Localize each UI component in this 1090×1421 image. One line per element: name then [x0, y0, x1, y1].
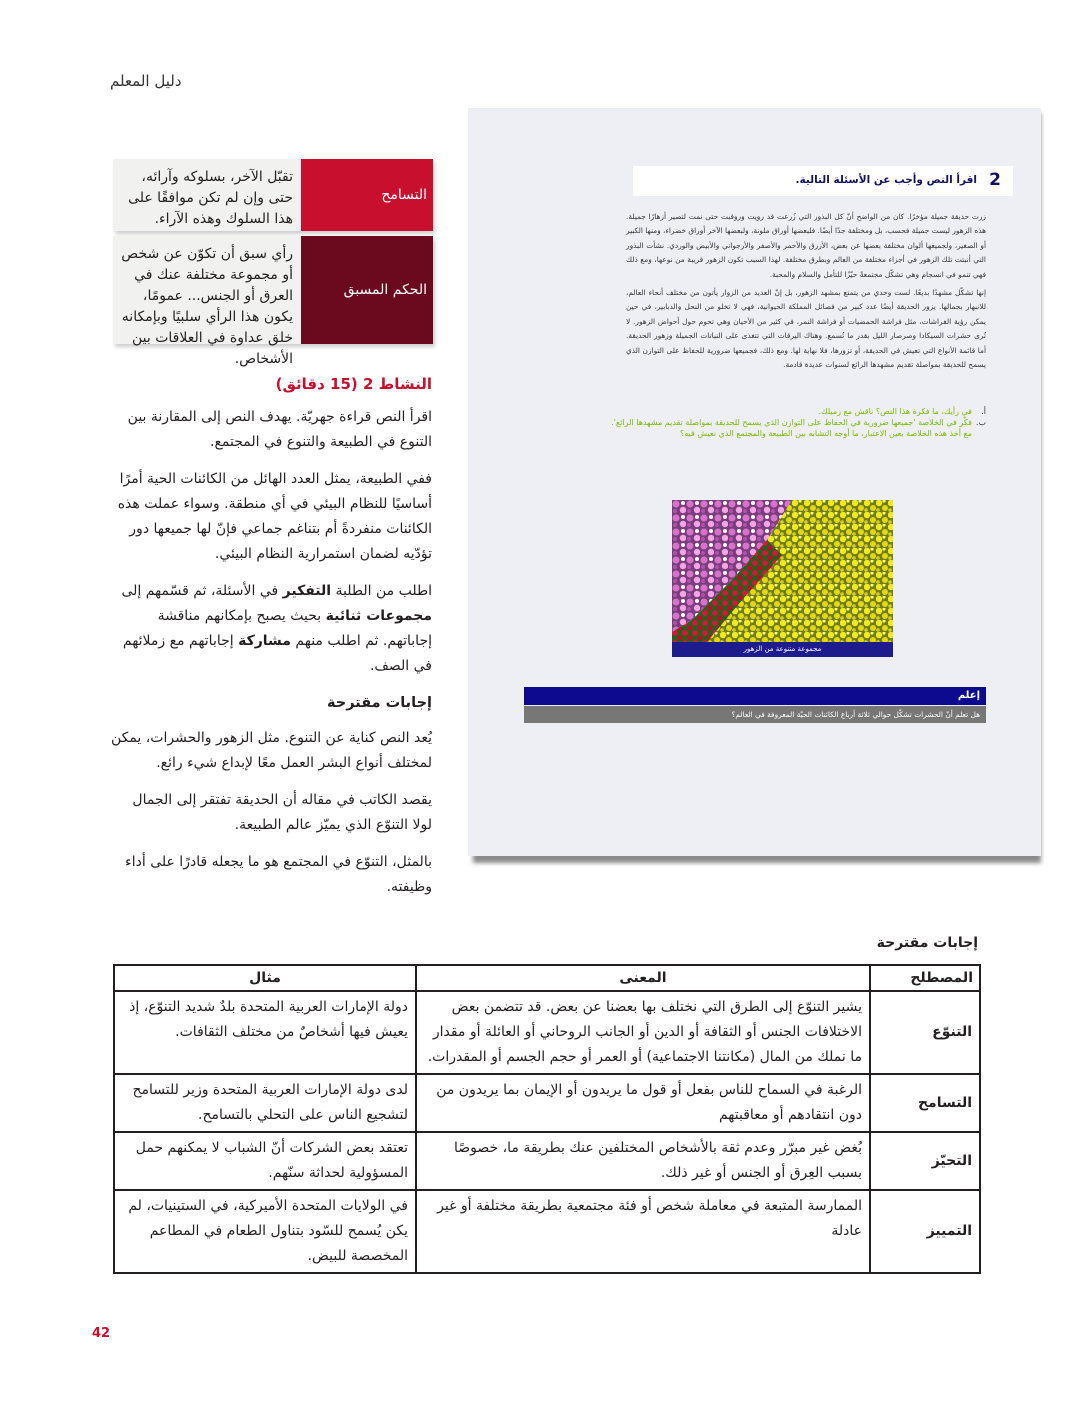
glossary-definition: رأي سبق أن تكوّن عن شخص أو مجموعة مختلفة عنك في العرق أو الجنس... عمومًا، يكون هذا الرأي سلبيًا وبإمكانه خلق عداوة في العلاقات بين الأشخاص.: [113, 236, 301, 344]
answer-paragraph: بالمثل، التنوّع في المجتمع هو ما يجعله قادرًا على أداء وظيفته.: [125, 854, 432, 895]
passage-paragraph: إنها تشكّل مشهدًا بديعًا. لست وحدي من يتمتع بمشهد الزهور، بل إنّ العديد من الزوار يأتون من مختلف أنحاء العالم، للانبهار بجمالها. يزور الحديقة أيضًا عدد كبير من فصائل المملكة الحيوانية، فهي لا تخلو من النحل والدبابير، في حين يمكن رؤية الفراشات، مثل فراشة الحمضيات أو فراشة النمر، في كثير من الأحيان وهي تحوم حول أحواض الزهور. لا تُرى حشرات السيكادا وصرصار الليل بقدر ما تُسمع. وهناك اليرقات التي تتغذى على النباتات الجميلة وزهور الحديقة. أما قائمة الأنواع التي تعيش في الحديقة، أو تزورها، فلا نهاية لها. ومع ذلك، فجميعها ضرورية للحفاظ على التوازن الذي يسمح للحديقة بمواصلة تقديم مشهدها الرائع لسنوات عديدة قادمة.: [626, 288, 986, 370]
question-item: ب. فكّر في الخلاصة 'جميعها ضرورية في الحفاظ على التوازن الذي يسمح للحديقة بمواصلة تقديم مشهدها الرائع'.: [611, 418, 986, 427]
row-meaning: يشير التنوّع إلى الطرق التي نختلف بها بعضنا عن بعض. قد تتضمن بعض الاختلافات الجنس أو الثقافة أو الدين أو الجانب الروحاني أو العائلة أو مقدار ما نملك من المال (مكانتنا الاجتماعية) أو العمر أو حجم الجسم أو المقدرات.: [416, 991, 870, 1074]
answers-table-title: إجابات مقترحة: [876, 935, 978, 951]
activity-instructions: اطلب من الطلبة التفكير في الأسئلة، ثم قسّمهم إلى مجموعات ثنائية بحيث يصبح بإمكانهم مناقشة إجاباتهم. ثم اطلب منهم مشاركة إجاباتهم مع زملائهم في الصف.: [121, 583, 432, 674]
answer-paragraph: يقصد الكاتب في مقاله أن الحديقة تفتقر إلى الجمال لولا التنوّع الذي يميّز عالم الطبيعة.: [132, 792, 432, 833]
header-meaning: المعنى: [416, 965, 870, 991]
row-term: التنوّع: [870, 991, 980, 1074]
row-example: لدى دولة الإمارات العربية المتحدة وزير للتسامح لتشجيع الناس على التحلي بالتسامح.: [114, 1074, 416, 1132]
row-meaning: بُغض غير مبرّر وعدم ثقة بالأشخاص المختلفين عنك بطريقة ما، خصوصًا بسبب العِرق أو الجنس أو غير ذلك.: [416, 1132, 870, 1190]
header-example: مثال: [114, 965, 416, 991]
glossary-row-prejudice: [113, 236, 433, 367]
table-row: [114, 991, 980, 1074]
row-example: تعتقد بعض الشركات أنّ الشباب لا يمكنهم حمل المسؤولية لحداثة سنّهم.: [114, 1132, 416, 1190]
guide-header: دليل المعلم: [110, 72, 182, 90]
table-header-row: [114, 965, 980, 991]
table-row: [114, 1132, 980, 1190]
row-term: التحيّز: [870, 1132, 980, 1190]
answer-paragraph: يُعد النص كناية عن التنوع. مثل الزهور والحشرات، يمكن لمختلف أنواع البشر العمل معًا لإبداع شيء رائع.: [110, 730, 432, 771]
page-number: 42: [92, 1326, 111, 1341]
activity-paragraph: اقرأ النص قراءة جهريّة. يهدف النص إلى المقارنة بين التنوع في الطبيعة والتنوع في المجتمع.: [127, 409, 432, 450]
row-example: دولة الإمارات العربية المتحدة بلدٌ شديد التنوّع، إذ يعيش فيها أشخاصٌ من مختلف الثقافات.: [114, 991, 416, 1074]
teacher-notes: [110, 372, 432, 912]
answers-subheading: إجابات مقترحة: [327, 695, 432, 711]
flowers-photo: [672, 500, 893, 642]
question-item: مع أخذ هذه الخلاصة بعين الاعتبار، ما أوجه التشابه بين الطبيعة والمجتمع الذي نعيش فيه؟: [680, 429, 972, 438]
header-term: المصطلح: [870, 965, 980, 991]
question-item: أ. في رأيك، ما فكرة هذا النص؟ ناقش مع زميلك.: [818, 407, 986, 416]
answers-table: [113, 964, 981, 1274]
row-example: في الولايات المتحدة الأميركية، في الستينيات، لم يكن يُسمح للسّود بتناول الطعام في المطاعم المخصصة للبيض.: [114, 1190, 416, 1273]
reading-passage: [626, 210, 986, 376]
row-meaning: الرغبة في السماح للناس بفعل أو قول ما يريدون أو الإيمان بما يريدون من دون انتقادهم أو معاقبتهم: [416, 1074, 870, 1132]
table-row: [114, 1074, 980, 1132]
did-you-know-header: إعلم: [524, 687, 986, 705]
table-row: [114, 1190, 980, 1273]
glossary-definition: تقبّل الآخر، بسلوكه وآرائه، حتى وإن لم تكن موافقًا على هذا السلوك وهذه الآراء.: [113, 159, 301, 231]
activity-title: النشاط 2 (15 دقائق): [275, 375, 432, 393]
row-term: التمييز: [870, 1190, 980, 1273]
row-term: التسامح: [870, 1074, 980, 1132]
question-title: اقرأ النص وأجب عن الأسئلة التالية.: [795, 174, 977, 186]
photo-caption: مجموعة متنوعة من الزهور: [672, 642, 893, 657]
row-meaning: الممارسة المتبعة في معاملة شخص أو فئة مجتمعية بطريقة مختلفة أو غير عادلة: [416, 1190, 870, 1273]
glossary-term: التسامح: [301, 159, 433, 231]
glossary-term: الحكم المسبق: [301, 236, 433, 344]
did-you-know-text: هل تعلم أنّ الحشرات تشكّل حوالي ثلاثة أرباع الكائنات الحيّة المعروفة في العالم؟: [524, 706, 986, 723]
question-number: 2: [989, 170, 1001, 190]
glossary-row-tolerance: [113, 159, 433, 231]
question-bar: [633, 166, 1013, 196]
activity-paragraph: ففي الطبيعة، يمثل العدد الهائل من الكائنات الحية أمرًا أساسيًا للنظام البيئي في أي منطقة. وسواء عملت هذه الكائنات منفردةً أم بتناغم جماعي فإنّ لها جميعها دور تؤدّيه لضمان استمرارية النظام البيئي.: [117, 471, 432, 562]
passage-paragraph: زرت حديقة جميلة مؤخرًا. كان من الواضح أنّ كل البذور التي زُرعت قد رويت وروقبت حتى نمت لتصير أزهارًا جميلة. هذه الزهور ليست جميلة فحسب، بل ومختلفة جدًا أيضًا. فلبعضها أوراق ملونة، ولبعضها الآخر أوراق خضراء، ومنها الكبير أو الصغير، ولجميعها ألوان مختلفة بعضها عن بعض، الأزرق والأحمر والأصفر والأرجواني والأبيض والوردي. نشأت البذور التي أنبتت تلك الزهور في أجزاء مختلفة من العالم وبطرق مختلفة. لهذا السبب تكون الزهور قريبة من نوعها، ومع ذلك فهي تنمو في انسجام وهي تشكّل مجتمعةً حيّزًا للتأمل والسلام والمحبة.: [626, 212, 986, 279]
question-list: [590, 406, 986, 439]
